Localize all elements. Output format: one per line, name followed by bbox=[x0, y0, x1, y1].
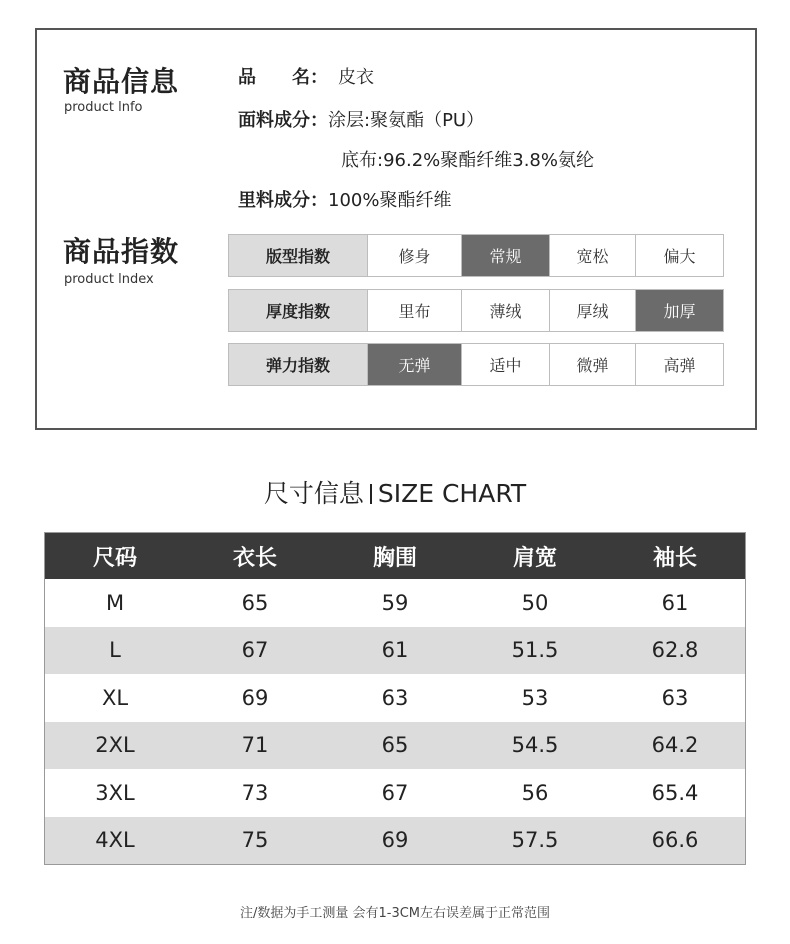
measurement-note: 注/数据为手工测量 会有1-3CM左右误差属于正常范围 bbox=[239, 906, 551, 921]
table-cell: 4XL bbox=[95, 828, 135, 853]
table-cell: 75 bbox=[241, 828, 269, 853]
index-option: 宽松 bbox=[550, 235, 636, 276]
table-cell: 63 bbox=[381, 685, 409, 710]
size-table bbox=[44, 532, 746, 865]
table-cell: XL bbox=[101, 685, 129, 710]
table-cell: 69 bbox=[241, 685, 269, 710]
table-cell: 65 bbox=[241, 590, 269, 615]
index-option: 偏大 bbox=[663, 247, 696, 266]
index-option-selected: 常规 bbox=[462, 235, 550, 276]
size-chart-title-cn: 尺寸信息 bbox=[263, 479, 364, 508]
product-name-value: 皮衣 bbox=[338, 67, 374, 88]
index-option: 修身 bbox=[368, 235, 462, 276]
index-row-label: 厚度指数 bbox=[229, 290, 368, 331]
column-header: 肩宽 bbox=[512, 545, 557, 571]
index-option-selected: 无弹 bbox=[368, 344, 462, 385]
table-row bbox=[45, 674, 745, 722]
table-cell: 71 bbox=[241, 733, 269, 758]
table-row bbox=[45, 627, 745, 675]
lining-label: 里料成分： bbox=[238, 190, 328, 211]
product-index-title: 商品指数 bbox=[63, 235, 180, 268]
size-chart-title-en: SIZE CHART bbox=[377, 479, 527, 508]
product-name-label: 品 名： bbox=[238, 67, 328, 88]
column-header: 衣长 bbox=[232, 545, 277, 571]
fabric-line-2 bbox=[341, 146, 594, 172]
index-row-elasticity bbox=[228, 343, 724, 386]
table-cell: 65.4 bbox=[651, 780, 699, 805]
table-cell: 67 bbox=[241, 638, 269, 663]
table-cell: 65 bbox=[381, 733, 409, 758]
table-cell: M bbox=[105, 590, 125, 615]
index-option: 厚绒 bbox=[550, 290, 636, 331]
column-header: 胸围 bbox=[372, 545, 417, 571]
table-cell: 56 bbox=[521, 780, 549, 805]
column-header: 袖长 bbox=[652, 545, 697, 571]
index-row-fit bbox=[228, 234, 724, 277]
index-option: 微弹 bbox=[550, 344, 636, 385]
table-cell: 61 bbox=[661, 590, 689, 615]
fabric-line bbox=[238, 106, 484, 132]
index-option: 里布 bbox=[368, 290, 462, 331]
table-cell: 61 bbox=[381, 638, 409, 663]
index-option: 高弹 bbox=[663, 356, 696, 375]
table-cell: 66.6 bbox=[651, 828, 699, 853]
table-cell: 64.2 bbox=[651, 733, 699, 758]
fabric-value-2: 底布:96.2%聚酯纤维3.8%氨纶 bbox=[341, 150, 594, 171]
table-cell: 50 bbox=[521, 590, 549, 615]
index-option: 薄绒 bbox=[462, 290, 550, 331]
index-option-selected: 加厚 bbox=[636, 290, 723, 331]
table-cell: 69 bbox=[381, 828, 409, 853]
table-cell: 73 bbox=[241, 780, 269, 805]
size-table-header bbox=[45, 533, 745, 579]
table-cell: 54.5 bbox=[511, 733, 559, 758]
lining-value: 100%聚酯纤维 bbox=[328, 190, 452, 211]
table-cell: 57.5 bbox=[511, 828, 559, 853]
table-cell: 67 bbox=[381, 780, 409, 805]
product-name-line bbox=[238, 63, 374, 89]
table-cell: 53 bbox=[521, 685, 549, 710]
product-info-box bbox=[35, 28, 757, 430]
column-header: 尺码 bbox=[92, 545, 137, 571]
table-cell: L bbox=[109, 638, 121, 663]
lining-line bbox=[238, 186, 451, 212]
product-index-subtitle: product lndex bbox=[64, 272, 154, 287]
table-cell: 2XL bbox=[95, 733, 135, 758]
fabric-label: 面料成分： bbox=[238, 110, 328, 131]
table-row bbox=[45, 817, 745, 865]
product-info-subtitle: product lnfo bbox=[64, 100, 143, 115]
table-cell: 62.8 bbox=[651, 638, 699, 663]
table-row bbox=[45, 579, 745, 627]
size-chart-title bbox=[0, 474, 790, 510]
table-cell: 63 bbox=[661, 685, 689, 710]
index-row-thickness bbox=[228, 289, 724, 332]
table-cell: 59 bbox=[381, 590, 409, 615]
title-divider bbox=[370, 484, 372, 504]
product-info-title: 商品信息 bbox=[63, 65, 180, 98]
table-row bbox=[45, 769, 745, 817]
table-cell: 51.5 bbox=[511, 638, 559, 663]
index-option: 适中 bbox=[462, 344, 550, 385]
table-cell: 3XL bbox=[95, 780, 135, 805]
index-row-label: 版型指数 bbox=[229, 235, 368, 276]
index-row-label: 弹力指数 bbox=[229, 344, 368, 385]
fabric-value-1: 涂层:聚氨酯（PU） bbox=[328, 110, 485, 131]
table-row bbox=[45, 722, 745, 770]
size-table-body bbox=[45, 579, 745, 864]
